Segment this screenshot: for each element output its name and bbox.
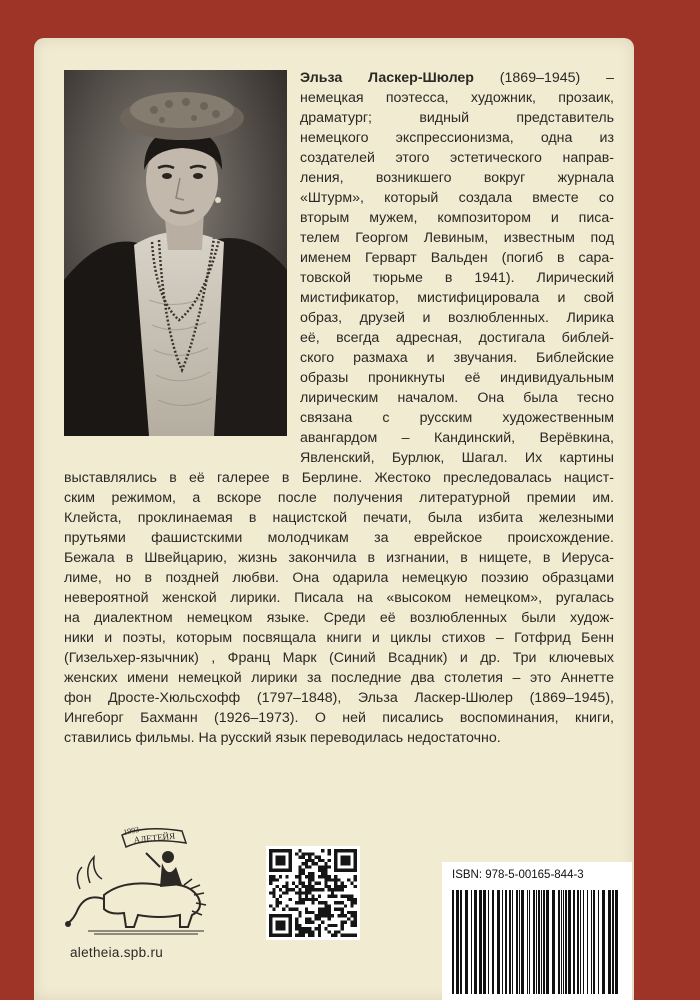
biography-line: лирическим началом. Она была тесно: [300, 390, 614, 406]
biography-line: [300, 68, 614, 88]
biography-line: образы проникнуты её индивидуальным: [300, 370, 614, 386]
biography-line: вторым мужем, композитором и писа-: [300, 210, 614, 226]
biography-line: авангардом – Кандинский, Верёвкина,: [300, 430, 614, 446]
isbn-barcode: [442, 862, 632, 1000]
biography-line: Клейста, проклинаемая в нацистской печати, была избита железными: [64, 510, 614, 526]
biography-line: мистификатор, мистифицировала и свой: [300, 290, 614, 306]
biography-line: невероятной женской лирики. Писала на «высоком немецком», ругалась: [64, 590, 614, 606]
biography-line: ского размаха и звучания. Библейские: [300, 350, 614, 366]
biography-line: немецкого экспрессионизма, одна из: [300, 130, 614, 146]
biography-line: товской тюрьме в 1941). Лирический: [300, 270, 614, 286]
biography-text-bottom: [64, 468, 614, 748]
biography-line: именем Герварт Вальден (погиб в сара-: [300, 250, 614, 266]
logo-year: 1993: [122, 824, 141, 837]
biography-line: ставились фильмы. На русский язык переводилась недостаточно.: [64, 730, 501, 746]
biography-line: Ингеборг Бахманн (1926–1973). О ней писались воспоминания, книги,: [64, 710, 614, 726]
biography-line: «Штурм», который создала вместе со: [300, 190, 614, 206]
author-portrait: [64, 70, 287, 436]
biography-line: фон Дросте-Хюльсхофф (1797–1848), Эльза Ласкер-Шюлер (1869–1945),: [64, 690, 614, 706]
biography-line: создателей этого эстетического направ-: [300, 150, 614, 166]
biography-line: драматург; видный представитель: [300, 110, 614, 126]
biography-line: её, всегда адресная, достигала библей-: [300, 330, 614, 346]
logo-name: АЛЕТЕЙЯ: [133, 830, 176, 845]
biography-line: телем Георгом Левиным, известным под: [300, 230, 614, 246]
biography-line: немецкая поэтесса, художник, прозаик,: [300, 90, 614, 106]
publisher-website: aletheia.spb.ru: [70, 945, 164, 960]
biography-line: связана с русским художественным: [300, 410, 614, 426]
publisher-logo: [64, 823, 214, 938]
biography-line: прутьями фашистскими молодчикам за еврейское происхождение.: [64, 530, 614, 546]
biography-line: выставлялись в её галерее в Берлине. Жестоко преследовалась нацист-: [64, 470, 614, 486]
biography-line: Бежала в Швейцарию, жизнь закончила в изгнании, в нищете, в Иеруса-: [64, 550, 614, 566]
biography-line: ским режимом, а вскоре после получения литературной премии им.: [64, 490, 614, 506]
author-name: Эльза Ласкер-Шюлер: [300, 70, 474, 86]
back-cover-panel: [34, 38, 634, 1000]
biography-line: ления, возникшего вокруг журнала: [300, 170, 614, 186]
biography-line: ники и поэты, которым посвящала книги и циклы стихов – Готфрид Бенн: [64, 630, 614, 646]
biography-line: женских имени немецкой лирики за последние два столетия – это Аннетте: [64, 670, 614, 686]
biography-line: Явленский, Бурлюк, Шагал. Их картины: [300, 450, 614, 466]
author-lifespan: (1869–1945) –: [499, 70, 614, 86]
isbn-number: ISBN: 978-5-00165-844-3: [452, 869, 584, 881]
biography-text-top: [300, 68, 614, 468]
biography-line: образ, друзей и возлюбленных. Лирика: [300, 310, 614, 326]
biography-line: (Гизельхер-язычник) , Франц Марк (Синий Всадник) и др. Три ключевых: [64, 650, 614, 666]
biography-line: лиме, но в поздней любви. Она одарила немецкую поэзию образцами: [64, 570, 614, 586]
qr-code: [266, 846, 360, 940]
biography-line: на диалектном немецком языке. Среди её возлюбленных были худож-: [64, 610, 614, 626]
